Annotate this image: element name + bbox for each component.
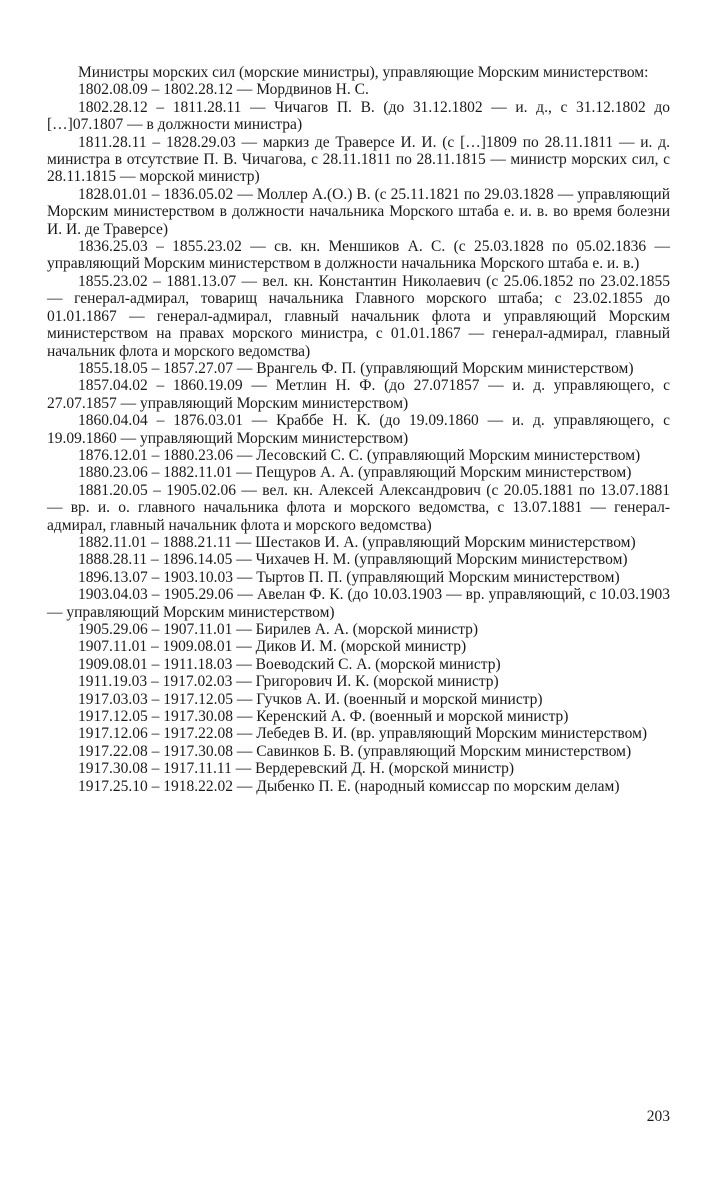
minister-entry: 1911.19.03 – 1917.02.03 — Григорович И. К. (морской министр)	[78, 673, 499, 691]
minister-entry: 1836.25.03 – 1855.23.02 — св. кн. Меншиков А. С. (с 25.03.1828 по 05.02.1836 — управляющий Морским министерством в должности начальника Морского штаба е. и. в.)	[47, 238, 670, 273]
minister-entry: 1802.28.12 – 1811.28.11 — Чичагов П. В. (до 31.12.1802 — и. д., с 31.12.1802 до […]07.1807 — в должности министра)	[47, 98, 670, 134]
minister-entry: 1888.28.11 – 1896.14.05 — Чихачев Н. М. (управляющий Морским министерством)	[78, 551, 628, 569]
minister-entry: 1882.11.01 – 1888.21.11 — Шестаков И. А. (управляющий Морским министерством)	[78, 533, 636, 551]
minister-entry: 1876.12.01 – 1880.23.06 — Лесовский С. С. (управляющий Морским министерством)	[78, 446, 641, 464]
minister-entry: 1881.20.05 – 1905.02.06 — вел. кн. Алексей Александрович (с 20.05.1881 по 13.07.1881 — вр. и. о. главного начальника флота и морского ведомства, с 13.07.1881 — генерал-адмирал, главный начальник флота и морского ведомства)	[47, 481, 670, 534]
minister-entry: 1855.23.02 – 1881.13.07 — вел. кн. Константин Николаевич (с 25.06.1852 по 23.02.1855 — генерал-адмирал, товарищ начальника Главного морского штаба; с 23.02.1855 до 01.01.1867 — генерал-адмирал, главный начальник флота и управляющий Морским министерством на правах морского министра, с 01.01.1867 — генерал-адмирал, главный начальник флота и морского ведомства)	[47, 272, 670, 360]
minister-entry: 1896.13.07 – 1903.10.03 — Тыртов П. П. (управляющий Морским министерством)	[78, 568, 620, 586]
page-number: 203	[646, 1108, 670, 1125]
minister-entry: 1917.03.03 – 1917.12.05 — Гучков А. И. (военный и морской министр)	[78, 690, 543, 708]
minister-entry: 1905.29.06 – 1907.11.01 — Бирилев А. А. (морской министр)	[78, 621, 479, 638]
minister-entry: 1907.11.01 – 1909.08.01 — Диков И. М. (морской министр)	[78, 638, 467, 656]
minister-entry: 1860.04.04 – 1876.03.01 — Краббе Н. К. (до 19.09.1860 — и. д. управляющего, с 19.09.1860 — управляющий Морским министерством)	[47, 412, 670, 447]
minister-entry: 1909.08.01 – 1911.18.03 — Воеводский С. А. (морской министр)	[78, 655, 501, 673]
minister-entry: 1857.04.02 – 1860.19.09 — Метлин Н. Ф. (до 27.071857 — и. д. управляющего, с 27.07.1857 — управляющий Морским министерством)	[47, 377, 670, 412]
minister-entry: 1855.18.05 – 1857.27.07 — Врангель Ф. П. (управляющий Морским министерством)	[78, 359, 634, 377]
intro-paragraph: Министры морских сил (морские министры), управляющие Морским министерством:	[78, 64, 649, 81]
minister-entry: 1917.12.05 – 1917.30.08 — Керенский А. Ф. (военный и морской министр)	[78, 708, 569, 726]
minister-entry: 1917.22.08 – 1917.30.08 — Савинков Б. В. (управляющий Морским министерством)	[78, 742, 632, 760]
page-body	[47, 64, 670, 795]
minister-entry: 1828.01.01 – 1836.05.02 — Моллер А.(О.) В. (с 25.11.1821 по 29.03.1828 — управляющий Морским министерством в должности начальника Морского штаба е. и. в. во время болезни И. И. де Траверсе)	[47, 185, 670, 238]
minister-entry: 1802.08.09 – 1802.28.12 — Мордвинов Н. С.	[78, 81, 369, 99]
minister-entry: 1917.30.08 – 1917.11.11 — Вердеревский Д. Н. (морской министр)	[78, 760, 515, 778]
minister-entry: 1880.23.06 – 1882.11.01 — Пещуров А. А. (управляющий Морским министерством)	[78, 464, 632, 482]
minister-entry: 1903.04.03 – 1905.29.06 — Авелан Ф. К. (до 10.03.1903 — вр. управляющий, с 10.03.1903 — управляющий Морским министерством)	[47, 586, 670, 621]
minister-entry: 1917.25.10 – 1918.22.02 — Дыбенко П. Е. (народный комиссар по морским делам)	[78, 777, 620, 795]
minister-entry: 1811.28.11 – 1828.29.03 — маркиз де Траверсе И. И. (с […]1809 по 28.11.1811 — и. д. министра в отсутствие П. В. Чичагова, с 28.11.1811 по 28.11.1815 — министр морских сил, с 28.11.1815 — морской министр)	[47, 133, 670, 186]
minister-entry: 1917.12.06 – 1917.22.08 — Лебедев В. И. (вр. управляющий Морским министерством)	[78, 725, 648, 743]
